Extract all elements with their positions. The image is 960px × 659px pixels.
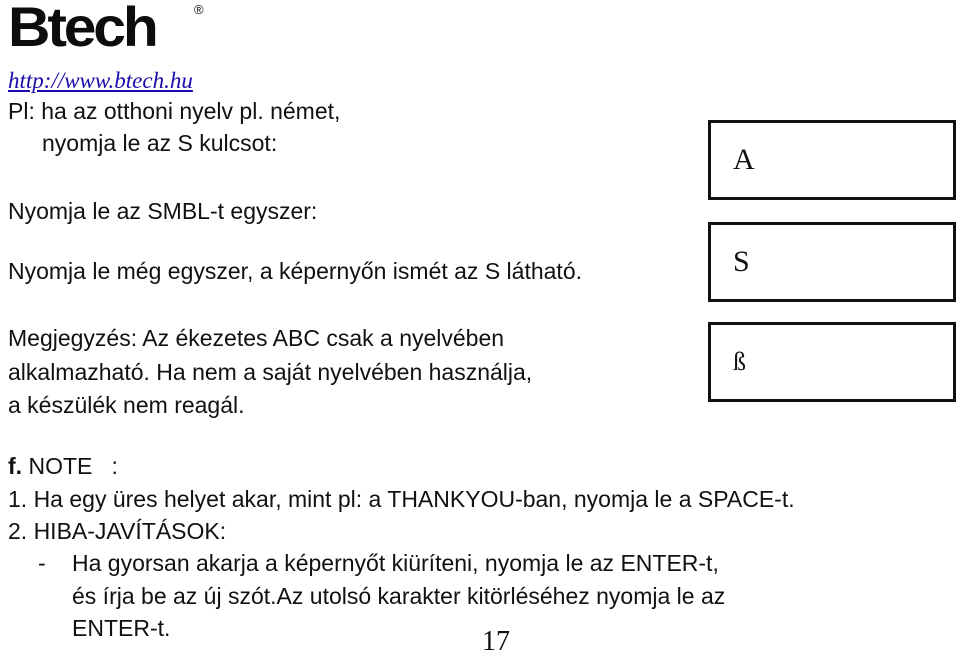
sub-item-line-2: és írja be az új szót.Az utolsó karakter kitörléséhez nyomja le az [72,583,726,609]
step-press-again: Nyomja le még egyszer, a képernyőn ismét az S látható. [8,258,583,284]
section-f-title: NOTE : [22,453,118,479]
sub-item-line-3: ENTER-t. [72,615,171,641]
sub-item-dash: - [38,550,46,576]
website-link[interactable]: http://www.btech.hu [8,68,193,93]
section-f-heading [8,453,118,479]
display-box-s-char: S [733,245,750,278]
registered-mark: ® [194,2,204,17]
note-item-1: 1. Ha egy üres helyet akar, mint pl: a THANKYOU-ban, nyomja le a SPACE-t. [8,486,795,512]
example-line-2: nyomja le az S kulcsot: [42,130,278,156]
note-line-2: alkalmazható. Ha nem a saját nyelvében használja, [8,359,533,385]
logo-text: Btech [8,0,156,58]
note-item-2: 2. HIBA-JAVÍTÁSOK: [8,518,227,544]
step-smbl-once: Nyomja le az SMBL-t egyszer: [8,198,318,224]
note-line-3: a készülék nem reagál. [8,392,245,418]
display-box-a [708,120,956,200]
btech-logo [8,0,204,58]
display-box-s [708,222,956,302]
note-line-1: Megjegyzés: Az ékezetes ABC csak a nyelvében [8,325,505,351]
display-box-eszett [708,322,956,402]
page-number: 17 [482,626,510,657]
display-box-eszett-char: ß [733,347,746,376]
display-box-a-char: A [733,143,755,176]
sub-item-line-1: Ha gyorsan akarja a képernyőt kiüríteni, nyomja le az ENTER-t, [72,550,719,576]
section-f-letter: f. [8,453,23,479]
example-line-1: Pl: ha az otthoni nyelv pl. német, [8,98,341,124]
